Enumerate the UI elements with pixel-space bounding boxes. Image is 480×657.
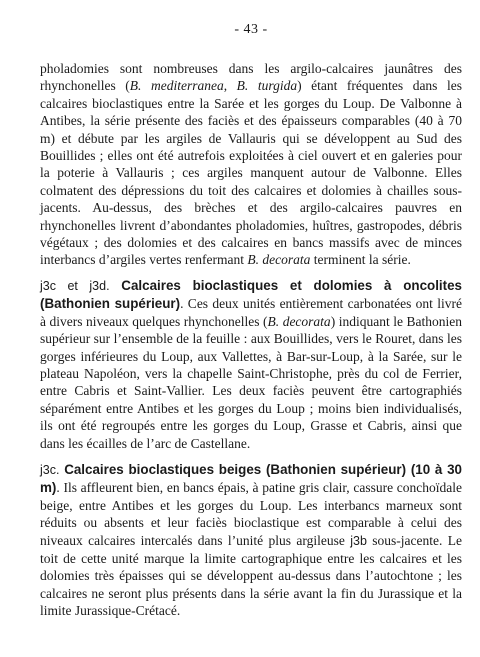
section-heading: Calcaires bioclastiques beiges (Bathonien supérieur) (10 à 30 m) xyxy=(40,461,462,496)
text-run: terminent la série. xyxy=(310,252,411,268)
unit-code: j3c. xyxy=(40,462,60,477)
text-run: , xyxy=(223,78,237,94)
text-run: ) étant fréquentes dans les calcaires bioclastiques entre la Sarée et les gorges du Loup. De Valbonne à Antibes, la série présente des faciès et des épaisseurs comparables (40 à 70 m) et débute par les argiles de Vallauris qui se développent au Sud des Bouillides ; elles ont été autrefois exploitées à ciel ouvert et en galeries pour la poterie à Vallauris ; ces argiles manquent autour de Valbonne. Elles colmatent des dépressions du toit des calcaires et dolomies à chailles sous-jacents. Au-dessus, des brèches et des argilo-calcaires pauvres en rhynchonelles livrent d’abondantes pholadomies, huîtres, gastropodes, débris végétaux ; des dolomies et des calcaires en bancs massifs avec de minces interbancs d’argiles vertes renfermant xyxy=(40,78,462,268)
text-run: ) indiquant le Bathonien supérieur sur l’ensemble de la feuille : aux Bouillides, vers le Rouret, dans les gorges inférieures du Loup, aux Vallettes, à Bar-sur-Loup, à la Sarée, sur le plateau Napoléon, vers la chapelle Saint-Christophe, près du col de Ferrier, entre Cabris et Saint-Vallier. Les deux faciès peuvent être cartographiés séparément entre Antibes et les gorges du Loup ; moins bien individualisés, ils ont été regroupés entre les gorges du Loup, Grasse et Cabris, ainsi que dans les écailles de l’arc de Castellane. xyxy=(40,313,462,451)
unit-code: j3c xyxy=(40,278,56,293)
text-run: . Ils affleurent bien, en bancs épais, à patine gris clair, cassure conchoïdale beige, entre Antibes et les gorges du Loup. Les interbancs marneux sont réduits ou absents et leur faciès bioclastique est comparable à celui des niveaux calcaires intercalés dans l’unité plus argileuse xyxy=(40,480,462,548)
species-name: B. decorata xyxy=(267,313,331,329)
text-run: sous-jacente. Le toit de cette unité marque la limite cartographique entre les calcaires et les dolomies très épaisses qui se développent au-dessus dans l’autochtone ; les calcaires ne seront plus présents dans la série avant la fin du Jurassique et la limite Jurassique-Crétacé. xyxy=(40,532,462,619)
document-page xyxy=(40,22,462,620)
species-name: B. turgida xyxy=(236,78,298,94)
unit-code-inline: j3b xyxy=(350,533,367,548)
species-name: B. decorata xyxy=(247,252,311,268)
paragraph-pholadomies xyxy=(40,60,462,269)
text-run: . Ces deux unités entièrement carbonatées ont livré à divers niveaux quelques rhynchonelles ( xyxy=(40,296,463,329)
paragraph-j3c-j3d xyxy=(40,277,462,452)
species-name: B. mediterranea xyxy=(129,78,224,94)
paragraph-j3c xyxy=(40,461,462,620)
unit-connector: et xyxy=(55,278,90,293)
unit-code: j3d. xyxy=(89,278,110,293)
text-run: pholadomies sont nombreuses dans les argilo-calcaires jaunâtres des rhynchonelles ( xyxy=(40,61,462,94)
page-number: - 43 - xyxy=(234,22,268,37)
section-heading: Calcaires bioclastiques et dolomies à oncolites (Bathonien supérieur) xyxy=(40,277,462,312)
